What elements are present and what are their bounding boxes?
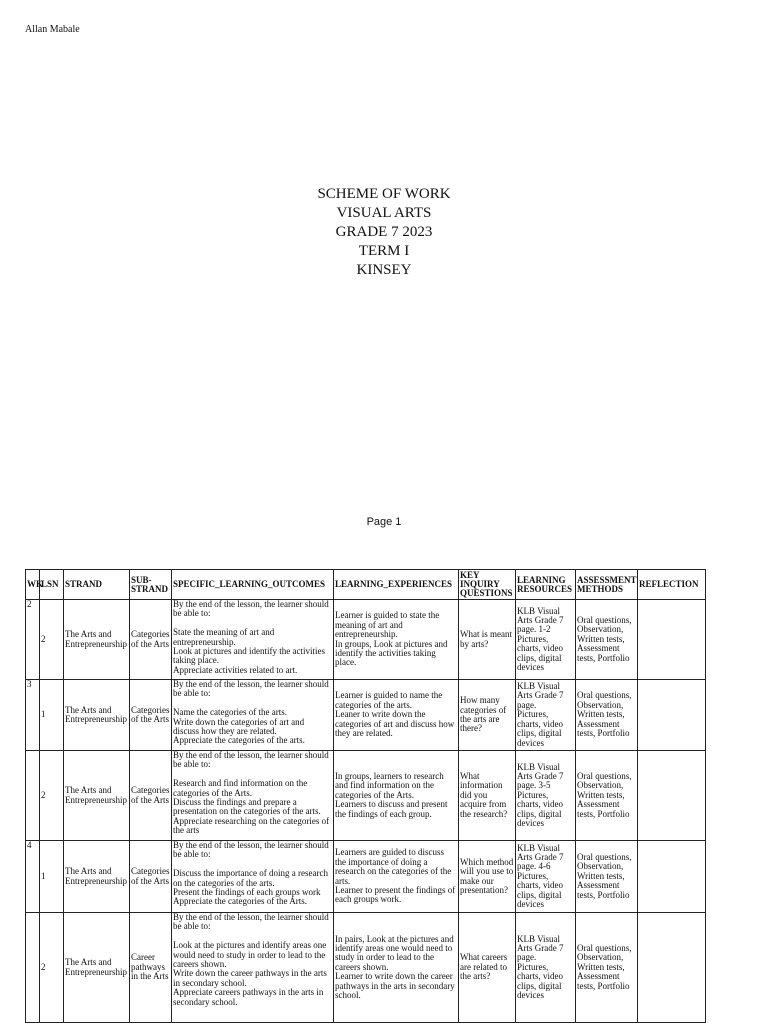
cell-sub-strand: Categories of the Arts — [130, 680, 172, 751]
cell-reflection — [638, 913, 706, 1023]
header-wk: WK — [26, 570, 40, 600]
cell-lsn: 1 — [40, 841, 64, 913]
cell-resources: KLB Visual Arts Grade 7 page. 3-5 Pictures, charts, video clips, digital devices — [516, 751, 576, 841]
table-header-row — [26, 570, 706, 600]
header-questions: KEY INQUIRY QUESTIONS — [459, 570, 516, 600]
cell-lsn: 2 — [40, 751, 64, 841]
cell-strand: The Arts and Entrepreneurship — [64, 841, 130, 913]
cell-experiences: Learners are guided to discuss the importance of doing a research on the categories of the arts. Learner to present the findings of each groups work. — [334, 841, 459, 913]
cell-sub-strand: Categories of the Arts — [130, 600, 172, 680]
cell-questions: What information did you acquire from the research? — [459, 751, 516, 841]
cell-resources: KLB Visual Arts Grade 7 page. Pictures, charts, video clips, digital devices — [516, 680, 576, 751]
title-line: VISUAL ARTS — [336, 205, 432, 221]
cell-assessment: Oral questions, Observation, Written tests, Assessment tests, Portfolio — [576, 751, 638, 841]
cell-strand: The Arts and Entrepreneurship — [64, 680, 130, 751]
table-row — [26, 841, 706, 913]
cell-lsn: 2 — [40, 913, 64, 1023]
cell-experiences: In groups, learners to research and find information on the categories of the Arts. Learners to discuss and present the findings of each group. — [334, 751, 459, 841]
header-outcomes: SPECIFIC_LEARNING_OUTCOMES — [172, 570, 334, 600]
cell-assessment: Oral questions, Observation, Written tests, Assessment tests, Portfolio — [576, 680, 638, 751]
cell-outcomes: By the end of the lesson, the learner should be able to: Discuss the importance of doing a research on the categories of the arts. Present the findings of each groups work Appreciate the categories of the Arts. — [172, 841, 334, 913]
scheme-of-work-table — [25, 569, 706, 1023]
cell-resources: KLB Visual Arts Grade 7 page. Pictures, charts, video clips, digital devices — [516, 913, 576, 1023]
cell-sub-strand: Categories of the Arts — [130, 751, 172, 841]
cell-strand: The Arts and Entrepreneurship — [64, 751, 130, 841]
author-name: Allan Mabale — [25, 24, 80, 35]
cell-assessment: Oral questions, Observation, Written tests, Assessment tests, Portfolio — [576, 841, 638, 913]
cell-wk: 4 — [26, 841, 40, 913]
document-title — [0, 185, 768, 280]
cell-strand: The Arts and Entrepreneurship — [64, 913, 130, 1023]
table-row — [26, 913, 706, 1023]
header-resources: LEARNING RESOURCES — [516, 570, 576, 600]
cell-wk — [26, 751, 40, 841]
cell-assessment: Oral questions, Observation, Written tests, Assessment tests, Portfolio — [576, 913, 638, 1023]
cell-outcomes: By the end of the lesson, the learner should be able to: Research and find information on the categories of the Arts. Discuss the findings and prepare a presentation on the categories of the arts. Appreciate researching on the categories of the arts — [172, 751, 334, 841]
header-sub-strand: SUB-STRAND — [130, 570, 172, 600]
cell-reflection — [638, 841, 706, 913]
cell-reflection — [638, 751, 706, 841]
cell-questions: What careers are related to the arts? — [459, 913, 516, 1023]
title-line: SCHEME OF WORK — [317, 186, 451, 202]
title-line: GRADE 7 2023 — [335, 224, 433, 240]
cell-experiences: Learner is guided to name the categories of the arts. Leaner to write down the categories of art and discuss how they are related. — [334, 680, 459, 751]
cell-wk: 3 — [26, 680, 40, 751]
cell-outcomes: By the end of the lesson, the learner should be able to: Name the categories of the arts. Write down the categories of art and discuss how they are related. Appreciate the categories of the arts. — [172, 680, 334, 751]
page-number: Page 1 — [366, 516, 402, 528]
cell-resources: KLB Visual Arts Grade 7 page. 4-6 Pictures, charts, video clips, digital devices — [516, 841, 576, 913]
cell-lsn: 1 — [40, 680, 64, 751]
title-line: TERM I — [358, 243, 410, 259]
cell-experiences: Learner is guided to state the meaning of art and entrepreneurship. In groups, Look at pictures and identify the activities taking place. — [334, 600, 459, 680]
cell-experiences: In pairs, Look at the pictures and identify areas one would need to study in order to lead to the careers shown. Learner to write down the career pathways in the arts in secondary school. — [334, 913, 459, 1023]
cell-sub-strand: Career pathways in the Arts — [130, 913, 172, 1023]
header-assessment: ASSESSMENT METHODS — [576, 570, 638, 600]
cell-wk: 2 — [26, 600, 40, 680]
header-strand: STRAND — [64, 570, 130, 600]
cell-resources: KLB Visual Arts Grade 7 page. 1-2 Pictures, charts, video clips, digital devices — [516, 600, 576, 680]
cell-strand: The Arts and Entrepreneurship — [64, 600, 130, 680]
cell-assessment: Oral questions, Observation, Written tests, Assessment tests, Portfolio — [576, 600, 638, 680]
header-reflection: REFLECTION — [638, 570, 706, 600]
table-row — [26, 600, 706, 680]
header-lsn: LSN — [40, 570, 64, 600]
table-row — [26, 751, 706, 841]
cell-questions: What is meant by arts? — [459, 600, 516, 680]
table-row — [26, 680, 706, 751]
cell-lsn: 2 — [40, 600, 64, 680]
title-line: KINSEY — [356, 262, 412, 278]
cell-reflection — [638, 600, 706, 680]
cell-wk — [26, 913, 40, 1023]
cell-questions: How many categories of the arts are there? — [459, 680, 516, 751]
cell-questions: Which method will you use to make our presentation? — [459, 841, 516, 913]
cell-sub-strand: Categories of the Arts — [130, 841, 172, 913]
cell-outcomes: By the end of the lesson, the learner should be able to: Look at the pictures and identify areas one would need to study in order to lead to the careers shown. Write down the career pathways in the arts in secondary school. Appreciate careers pathways in the arts in secondary school. — [172, 913, 334, 1023]
header-experiences: LEARNING_EXPERIENCES — [334, 570, 459, 600]
cell-reflection — [638, 680, 706, 751]
cell-outcomes: By the end of the lesson, the learner should be able to: State the meaning of art and entrepreneurship. Look at pictures and identify the activities taking place. Appreciate activities related to art. — [172, 600, 334, 680]
